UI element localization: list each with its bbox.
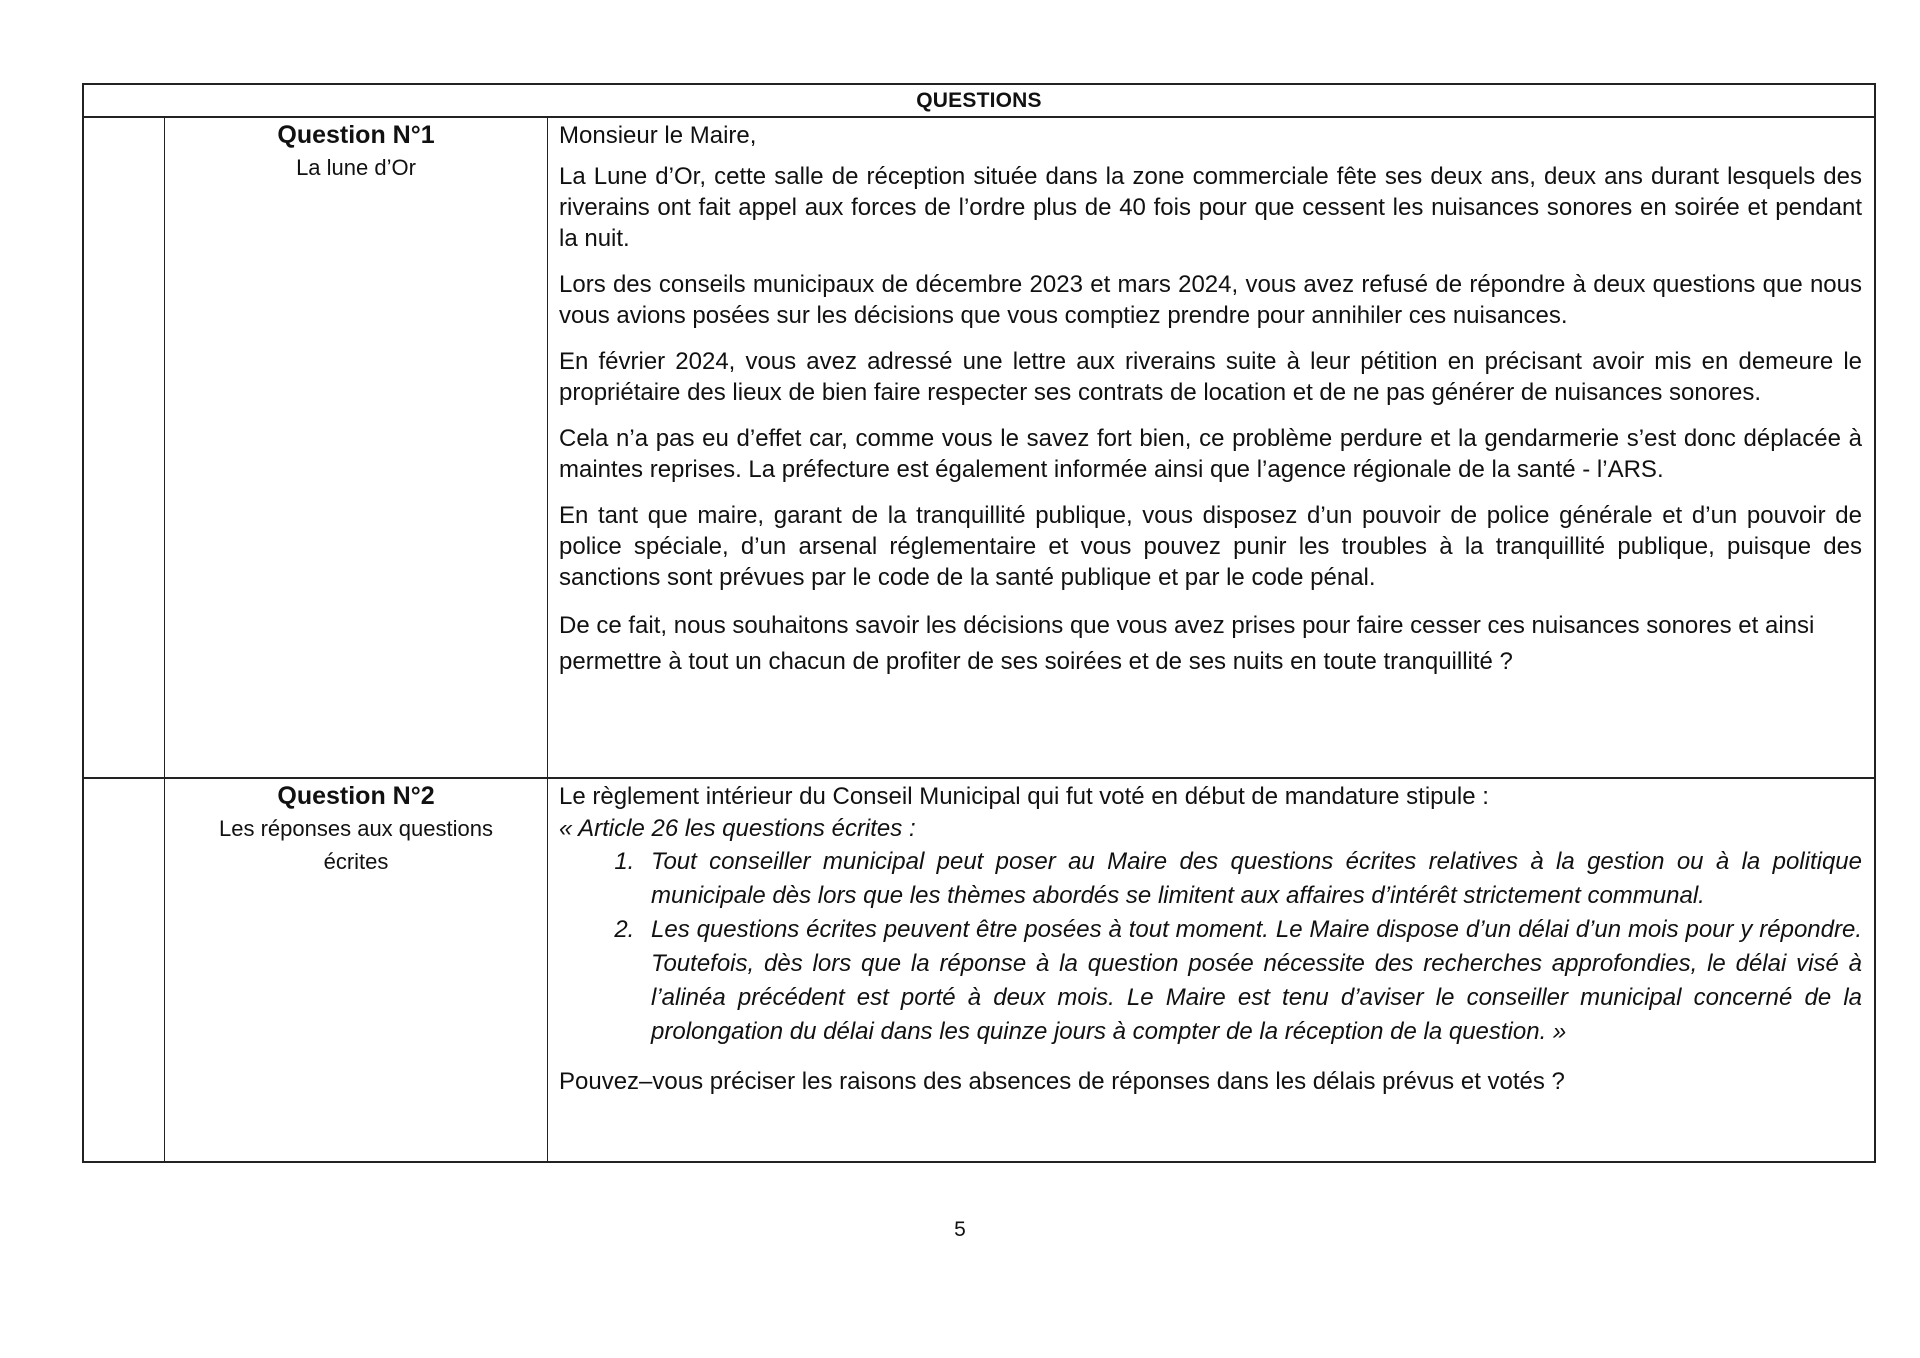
empty-cell — [84, 779, 165, 1161]
salutation: Monsieur le Maire, — [559, 122, 757, 149]
question-title: Question N°1 — [277, 121, 435, 149]
question-subtitle: La lune d’Or — [296, 155, 416, 180]
article-heading: « Article 26 les questions écrites : — [559, 815, 916, 842]
table-header: QUESTIONS — [84, 85, 1874, 118]
list-item: 1. Tout conseiller municipal peut poser au Maire des questions écrites relatives à la gestion ou à la politique municipale dès lors que les thèmes abordés se limitent aux affaires d’intérêt strictement communal. — [641, 845, 1862, 913]
question-body-cell — [548, 118, 1874, 777]
empty-cell — [84, 118, 165, 777]
paragraph: Cela n’a pas eu d’effet car, comme vous le savez fort bien, ce problème perdure et la gendarmerie s’est donc déplacée à maintes reprises. La préfecture est également informée ainsi que l’agence régionale de la santé - l’ARS. — [559, 425, 1862, 483]
paragraph: De ce fait, nous souhaitons savoir les décisions que vous avez prises pour faire cesser ces nuisances sonores et ainsi permettre à tout un chacun de profiter de ses soirées et de ses nuits en toute tranquillité ? — [559, 612, 1815, 675]
question-body-cell — [548, 779, 1874, 1161]
intro-text: Le règlement intérieur du Conseil Municipal qui fut voté en début de mandature stipule : — [559, 783, 1489, 810]
article-list — [559, 845, 1862, 1049]
table-row-question-2 — [84, 777, 1874, 1161]
question-subtitle: Les réponses aux questions écrites — [219, 816, 493, 874]
paragraph: En tant que maire, garant de la tranquillité publique, vous disposez d’un pouvoir de police générale et d’un pouvoir de police spéciale, d’un arsenal réglementaire et vous pouvez punir les troubles à la tranquillité publique, puisque des sanctions sont prévues par le code de la santé publique et par le code pénal. — [559, 502, 1862, 591]
question-label-cell — [165, 779, 548, 1161]
question-title: Question N°2 — [277, 782, 435, 810]
paragraph: En février 2024, vous avez adressé une lettre aux riverains suite à leur pétition en précisant avoir mis en demeure le propriétaire des lieux de bien faire respecter ses contrats de location et de ne pas générer de nuisances sonores. — [559, 348, 1862, 406]
list-item: 2. Les questions écrites peuvent être posées à tout moment. Le Maire dispose d’un délai d’un mois pour y répondre. Toutefois, dès lors que la réponse à la question posée nécessite des recherches approfondies, le délai visé à l’alinéa précédent est porté à deux mois. Le Maire est tenu d’aviser le conseiller municipal concerné de la prolongation du délai dans les quinze jours à compter de la réception de la question. » — [641, 913, 1862, 1049]
paragraph: La Lune d’Or, cette salle de réception située dans la zone commerciale fête ses deux ans, deux ans durant lesquels des riverains ont fait appel aux forces de l’ordre plus de 40 fois pour que cessent les nuisances sonores en soirée et pendant la nuit. — [559, 163, 1862, 252]
page-number: 5 — [954, 1218, 966, 1241]
table-row-question-1 — [84, 118, 1874, 777]
paragraph: Lors des conseils municipaux de décembre 2023 et mars 2024, vous avez refusé de répondre à deux questions que nous vous avions posées sur les décisions que vous comptiez prendre pour annihiler ces nuisances. — [559, 271, 1862, 329]
question-label-cell — [165, 118, 548, 777]
questions-table — [82, 83, 1876, 1163]
closing-question: Pouvez–vous préciser les raisons des absences de réponses dans les délais prévus et votés ? — [559, 1068, 1565, 1095]
